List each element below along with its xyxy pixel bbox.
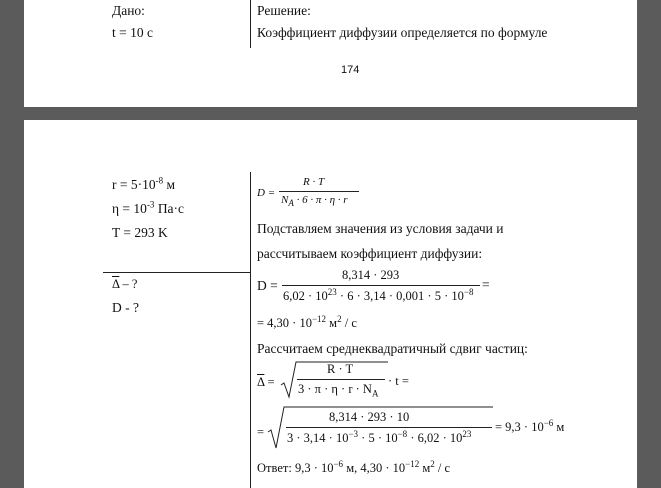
given-find-separator [103, 272, 251, 273]
given-eta: $\eta = 10^{-3}$ Па·с [112, 199, 185, 216]
table-divider-top [250, 0, 251, 48]
document-page-top [24, 0, 637, 107]
text-substitute-2: рассчитываем коэффициент диффузии: [257, 246, 483, 261]
answer: Ответ: $9,3 \cdot 10^{-6}$ м, $4,30 \cdot 10^{-12}$ $м^2$ / с [257, 458, 451, 475]
formula3-numerator: R · T [327, 362, 354, 376]
formula3-tail: · t = [388, 374, 409, 388]
formula4-lhs: = [257, 425, 265, 439]
find-delta: $\overline{\Delta}$ – ? [112, 277, 138, 291]
formula4-denominator: $3 \cdot 3,14 \cdot 10^{-3} \cdot 5 \cdot 10^{-8} \cdot 6,02 \cdot 10^{23}$ [287, 428, 472, 445]
formula2-rhs: = [482, 277, 490, 292]
formula2-denominator: $6,02 \cdot 10^{23} \cdot 6 \cdot 3,14 \cdot 0,001 \cdot 5 \cdot 10^{-8}$ [283, 286, 474, 303]
table-divider [250, 172, 251, 488]
given-label: Дано: [112, 3, 145, 18]
result-D: = $4,30 \cdot 10^{-12}$ $м^2$ / с [257, 313, 357, 330]
document-page-bottom [24, 120, 637, 488]
formula4-numerator: 8,314 · 293 · 10 [329, 410, 410, 424]
formula3-lhs: $\overline{\Delta}$ = [257, 375, 275, 389]
given-T: T = 293 K [112, 225, 168, 240]
formula2-lhs: D = [257, 278, 278, 293]
formula3-denominator: $3 \cdot \pi \cdot \eta \cdot r \cdot N_A$ [298, 382, 379, 399]
solution-label: Решение: [257, 3, 311, 18]
formula1-numerator: R · T [303, 176, 325, 188]
solution-intro: Коэффициент диффузии определяется по формуле [257, 25, 548, 40]
text-rms: Рассчитаем среднеквадратичный сдвиг частиц: [257, 341, 528, 356]
formula1-denominator: $N_A \cdot 6 \cdot \pi \cdot \eta \cdot r$ [281, 194, 348, 209]
text-substitute-1: Подставляем значения из условия задачи и [257, 221, 504, 236]
given-t: t = 10 с [112, 25, 153, 40]
formula4-fraction-bar [286, 427, 492, 428]
page-number: 174 [341, 64, 360, 76]
formula2-numerator: 8,314 · 293 [342, 268, 400, 282]
formula1-fraction-bar [279, 191, 359, 192]
formula2-fraction-bar [282, 285, 480, 286]
formula3-fraction-bar [297, 379, 385, 380]
find-D: D - ? [112, 300, 139, 315]
formula4-rhs: = $9,3 \cdot 10^{-6}$ м [495, 417, 565, 434]
formula1-lhs: D = [257, 187, 276, 199]
given-r: $r = 5\cdot 10^{-8}$ м [112, 175, 176, 192]
